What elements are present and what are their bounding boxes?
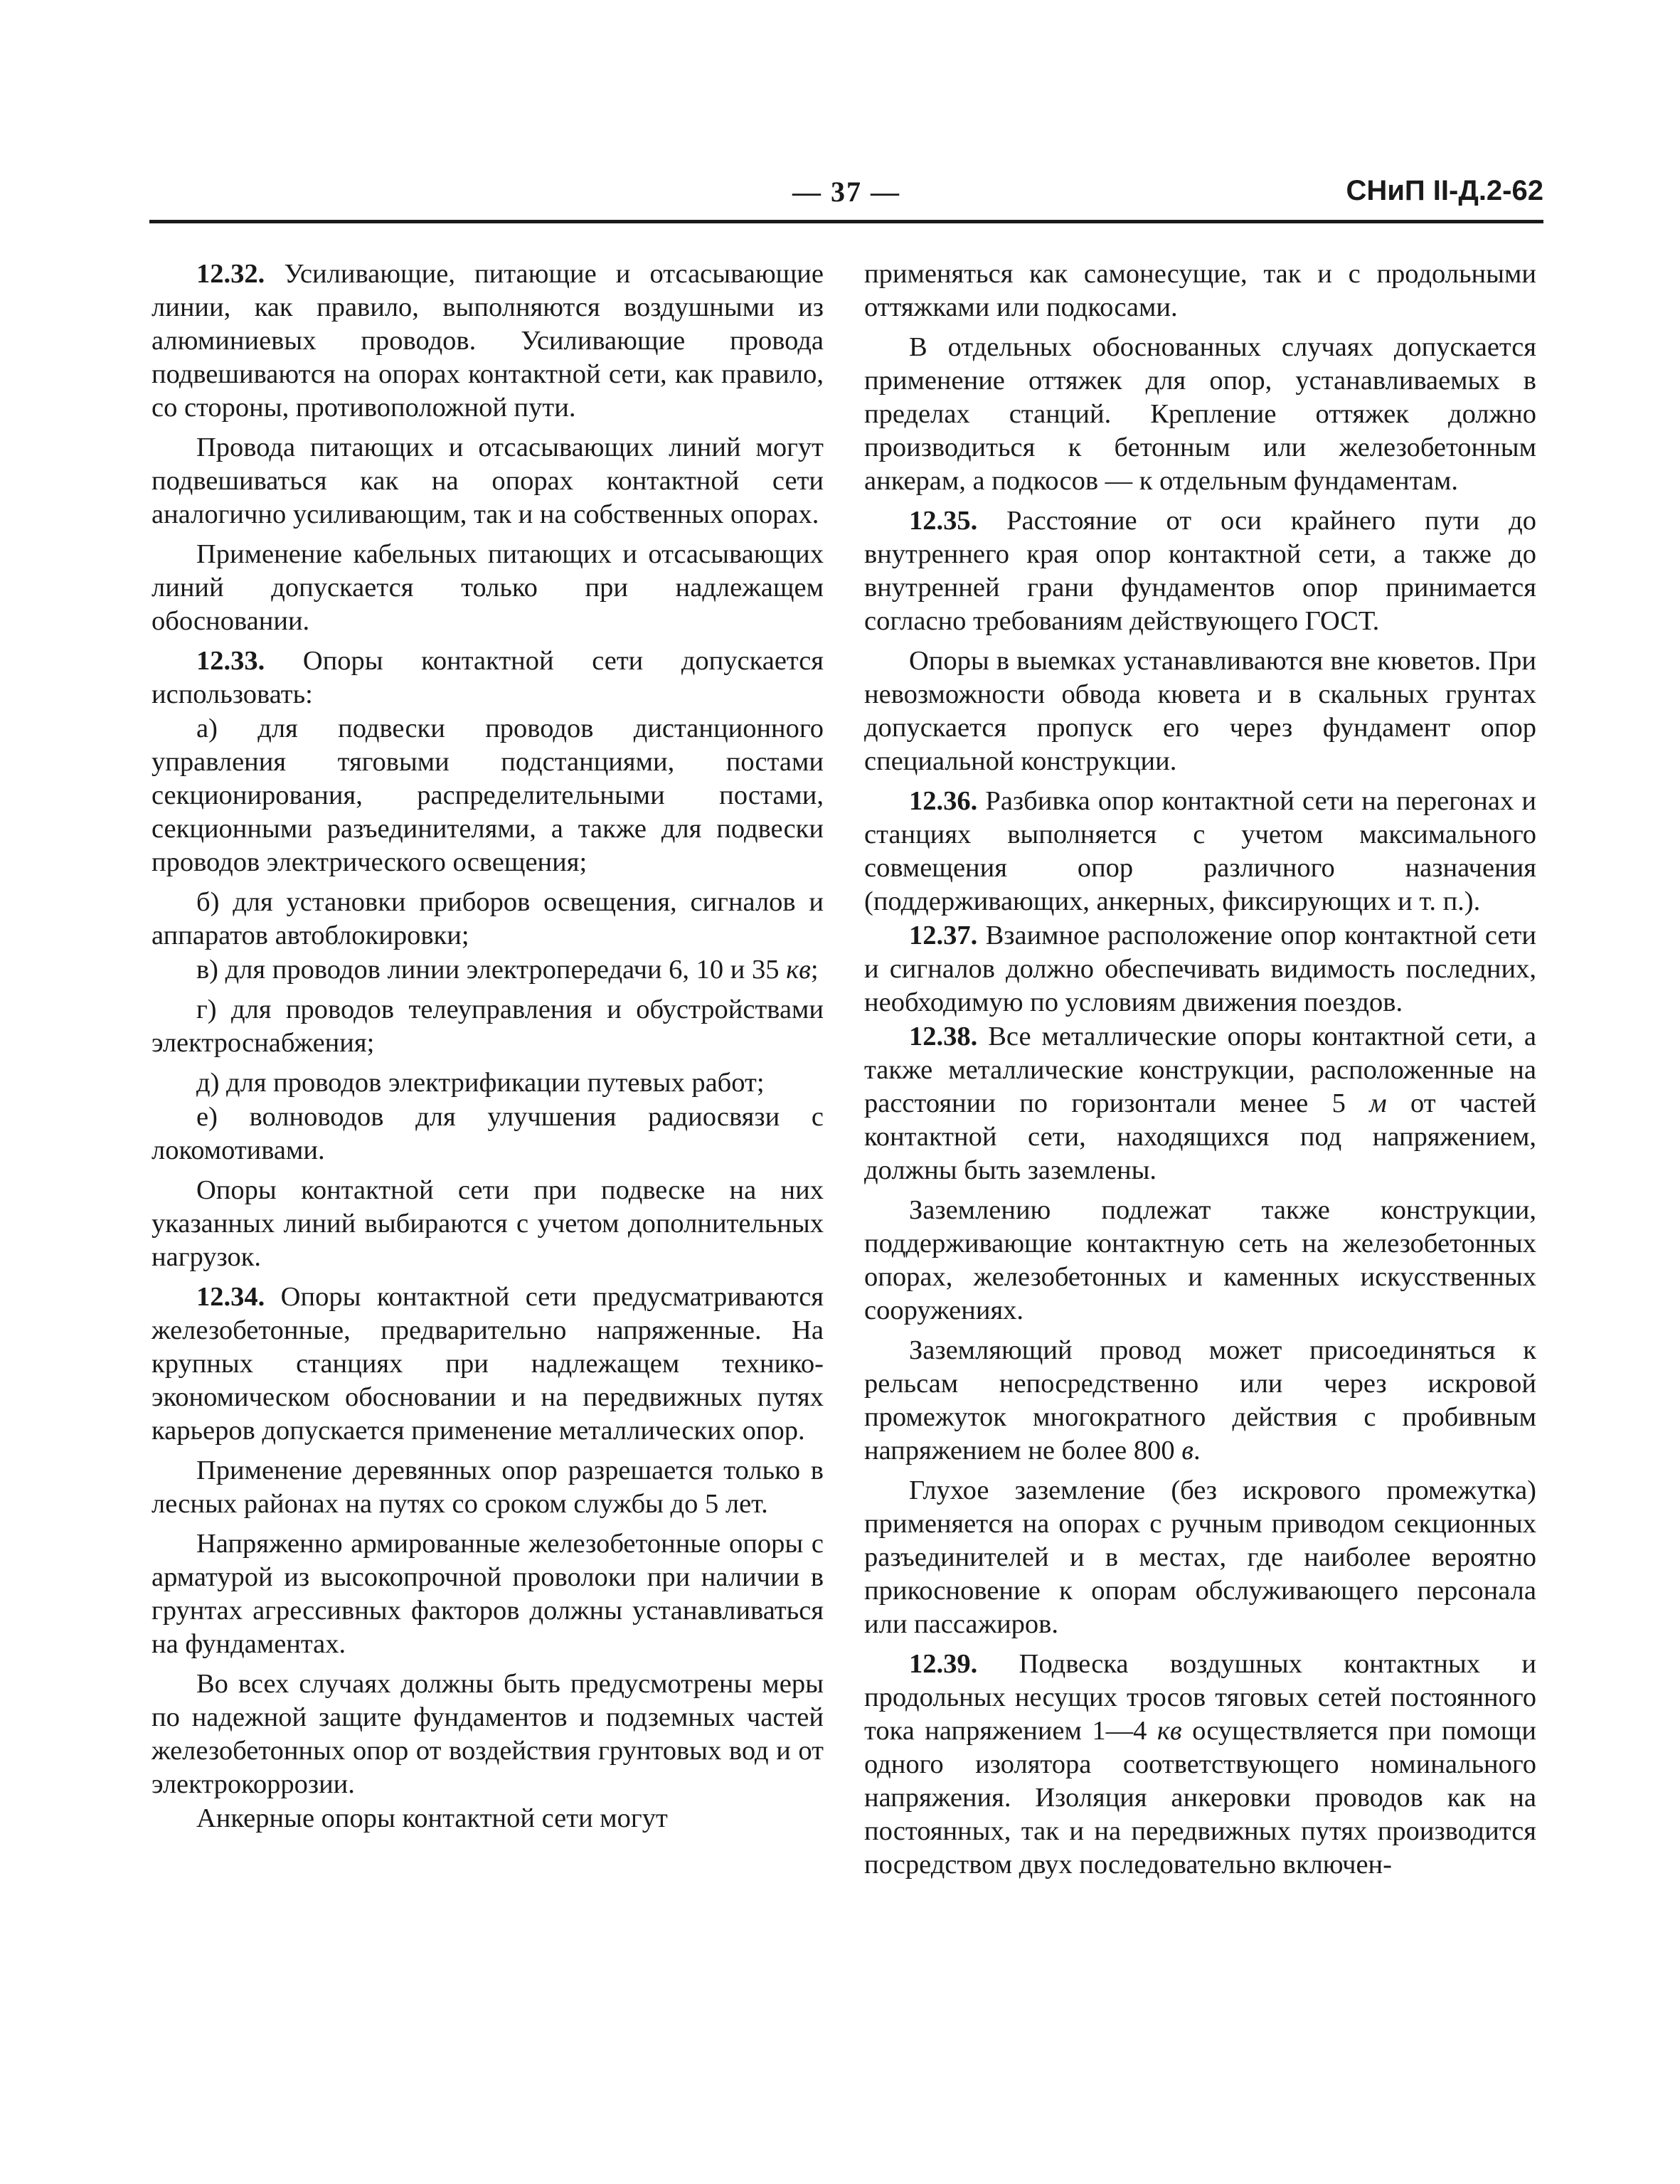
clause-number: 12.35. [909, 506, 978, 536]
list-item: б) для установки приборов освещения, сигналов и аппаратов автоблокировки; [151, 887, 824, 950]
clause-number: 12.34. [196, 1282, 265, 1312]
right-column [864, 258, 1536, 1888]
left-column [151, 258, 824, 1842]
clause-12-33 [151, 645, 824, 711]
clause-12-32 [151, 258, 824, 425]
header-rule [149, 220, 1543, 223]
unit-symbol: м [1369, 1088, 1387, 1118]
clause-12-39 [864, 1648, 1536, 1882]
text-run: ; [810, 955, 819, 985]
clause-number: 12.36. [909, 786, 978, 816]
clause-number: 12.37. [909, 921, 978, 950]
text-run: Все металлические опоры контактной сети, а также металлические конструкции, расположенные на расстоянии по горизонтали менее 5 [864, 1022, 1536, 1118]
list-item: г) для проводов телеуправления и обустройствами электроснабжения; [151, 995, 824, 1058]
document-code: СНиП II-Д.2-62 [1346, 175, 1543, 206]
unit-symbol: кв [786, 955, 811, 985]
paragraph: Анкерные опоры контактной сети могут [196, 1803, 668, 1833]
paragraph: Применение деревянных опор разрешается только в лесных районах на путях со сроком службы до 5 лет. [151, 1456, 824, 1519]
clause-number: 12.32. [196, 259, 265, 289]
paragraph: Опоры в выемках устанавливаются вне кюветов. При невозможности обвода кювета и в скальных грунтах допускается пропуск его через фундамент опор специальной конструкции. [864, 646, 1536, 776]
clause-text: Опоры контактной сети предусматриваются железобетонные, предварительно напряженные. На крупных станциях при надлежащем технико-экономическом обосновании и на передвижных путях карьеров допускается применение металлических опор. [151, 1282, 824, 1446]
page-number: — 37 — [792, 176, 900, 208]
clause-text: Расстояние от оси крайнего пути до внутреннего края опор контактной сети, а также до внутренней грани фундаментов опор принимается согласно требованиям действующего ГОСТ. [864, 506, 1536, 636]
paragraph: Заземлению подлежат также конструкции, поддерживающие контактную сеть на железобетонных опорах, железобетонных и каменных искусственных сооружениях. [864, 1195, 1536, 1325]
paragraph: Во всех случаях должны быть предусмотрены меры по надежной защите фундаментов и подземных частей железобетонных опор от воздействия грунтовых вод и от электрокоррозии. [151, 1669, 824, 1799]
unit-symbol: в [1181, 1436, 1193, 1465]
text-run: осуществляется при помощи одного изолятора соответствующего номинального напряжения. Изоляция анкеровки проводов как на постоянных, так и на передвижных путях производится посредством двух последовательно включен- [864, 1716, 1536, 1880]
list-item: а) для подвески проводов дистанционного управления тяговыми подстанциями, постами секционирования, распределительными постами, секционными разъединителями, а также для подвески проводов электрического освещения; [151, 714, 824, 877]
list-item [151, 953, 824, 987]
paragraph: Провода питающих и отсасывающих линий могут подвешиваться как на опорах контактной сети аналогично усиливающим, так и на собственных опорах. [151, 433, 824, 529]
page-header [149, 175, 1543, 218]
text-run: в) для проводов линии электропередачи 6, 10 и 35 [196, 955, 787, 985]
unit-symbol: кв [1157, 1716, 1182, 1746]
clause-12-36 [864, 785, 1536, 918]
list-item: е) волноводов для улучшения радиосвязи с локомотивами. [151, 1102, 824, 1165]
clause-number: 12.38. [909, 1022, 978, 1051]
clause-12-38 [864, 1020, 1536, 1187]
clause-text: Взаимное расположение опор контактной сети и сигналов должно обеспечивать видимость последних, необходимую по условиям движения поездов. [864, 921, 1536, 1017]
text-run: Заземляющий провод может присоединяться к рельсам непосредственно или через искровой промежуток многократного действия с пробивным напряжением не более 800 [864, 1335, 1536, 1465]
paragraph: Напряженно армированные железобетонные опоры с арматурой из высокопрочной проволоки при наличии в грунтах агрессивных факторов должны устанавливаться на фундаментах. [151, 1529, 824, 1659]
clause-number: 12.39. [909, 1649, 978, 1679]
clause-12-37 [864, 919, 1536, 1019]
list-item: д) для проводов электрификации путевых работ; [196, 1068, 765, 1098]
clause-number: 12.33. [196, 646, 265, 676]
clause-text: Разбивка опор контактной сети на перегонах и станциях выполняется с учетом максимального совмещения опор различного назначения (поддерживающих, анкерных, фиксирующих и т. п.). [864, 786, 1536, 916]
paragraph-continuation: применяться как самонесущие, так и с продольными оттяжками или подкосами. [864, 259, 1536, 322]
paragraph [864, 1334, 1536, 1468]
text-run: от частей контактной сети, находящихся под напряжением, должны быть заземлены. [864, 1088, 1537, 1185]
paragraph: Опоры контактной сети при подвеске на них указанных линий выбираются с учетом дополнительных нагрузок. [151, 1175, 824, 1272]
clause-text: Усиливающие, питающие и отсасывающие линии, как правило, выполняются воздушными из алюминиевых проводов. Усиливающие провода подвешиваются на опорах контактной сети, как правило, со стороны, противоположной пути. [151, 259, 824, 423]
clause-12-35 [864, 504, 1536, 638]
paragraph: В отдельных обоснованных случаях допускается применение оттяжек для опор, устанавливаемых в пределах станций. Крепление оттяжек должно производиться к бетонным или железобетонным анкерам, а подкосов — к отдельным фундаментам. [864, 332, 1536, 496]
text-run: . [1193, 1436, 1201, 1465]
paragraph: Глухое заземление (без искрового промежутка) применяется на опорах с ручным приводом секционных разъединителей и в местах, где наиболее вероятно прикосновение к опорам обслуживающего персонала или пассажиров. [864, 1475, 1536, 1639]
clause-12-34 [151, 1281, 824, 1448]
text-run: Подвеска воздушных контактных и продольных несущих тросов тяговых сетей постоянного тока напряжением 1—4 [864, 1649, 1536, 1746]
paragraph: Применение кабельных питающих и отсасывающих линий допускается только при надлежащем обосновании. [151, 539, 824, 636]
clause-text: Опоры контактной сети допускается использовать: [151, 646, 824, 709]
